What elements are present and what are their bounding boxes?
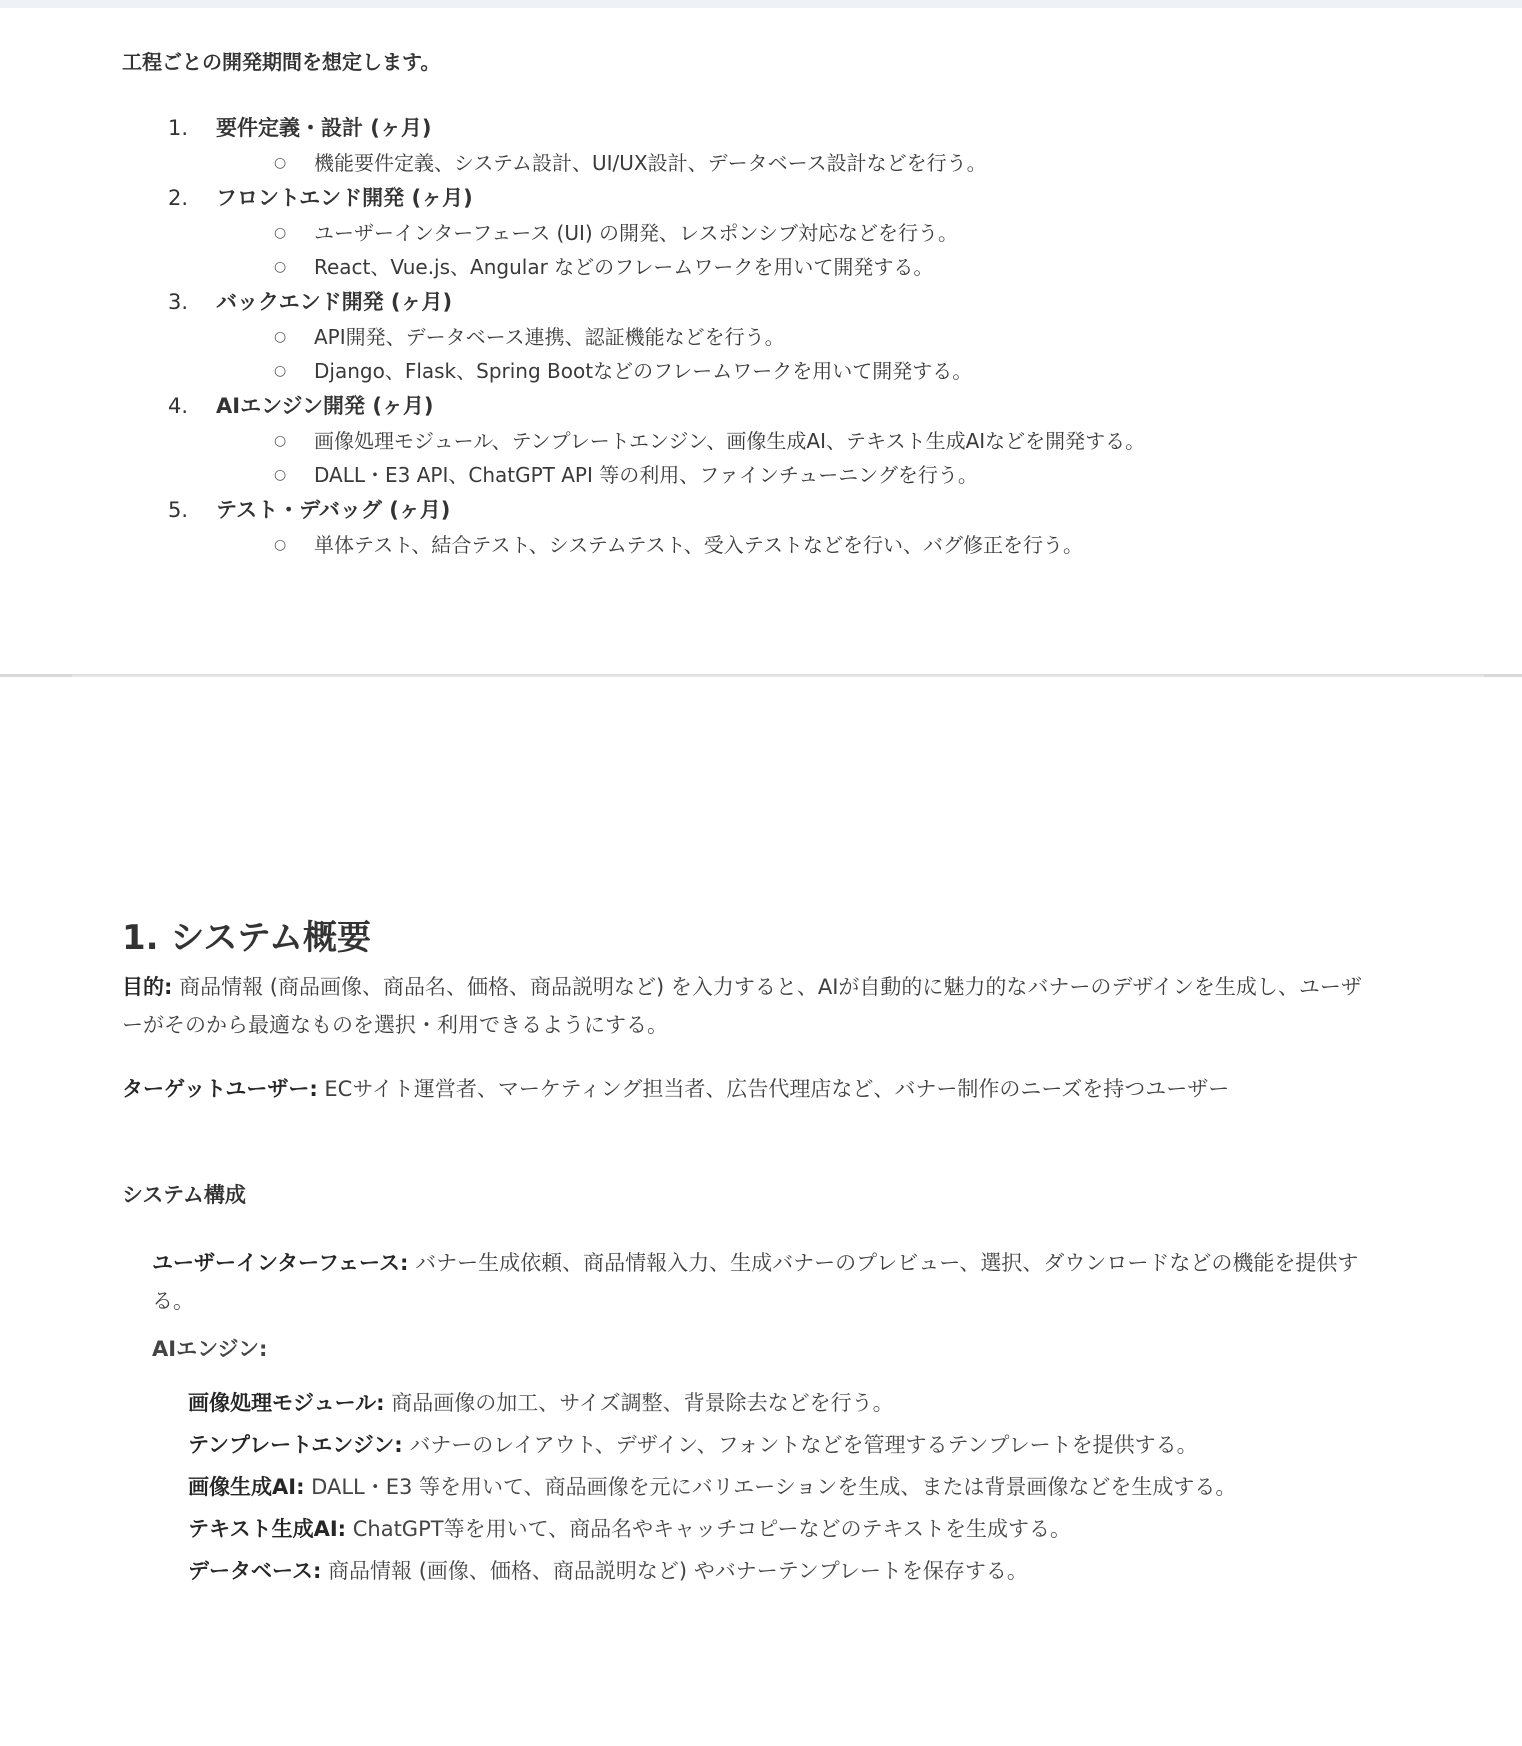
circle-bullet-icon: ○ xyxy=(274,259,287,275)
circle-bullet-icon: ○ xyxy=(274,363,287,379)
phase-item xyxy=(168,110,1388,180)
phase-title: バックエンド開発 (ヶ月) xyxy=(216,290,453,314)
intro-text: 工程ごとの開発期間を想定します。 xyxy=(122,50,441,74)
target-label: ターゲットユーザー: xyxy=(122,1077,318,1101)
phase-details xyxy=(168,146,1388,180)
purpose-text: 商品情報 (商品画像、商品名、価格、商品説明など) を入力すると、AIが自動的に魅力的なバナーのデザインを生成し、ユーザーがそのから最適なものを選択・利用できるようにする。 xyxy=(122,975,1362,1037)
phase-detail: ○ React、Vue.js、Angular などのフレームワークを用いて開発する。 xyxy=(314,250,1388,284)
circle-bullet-icon: ○ xyxy=(274,225,287,241)
phase-title: AIエンジン開発 (ヶ月) xyxy=(216,394,434,418)
ai-engine-item: 画像処理モジュール: 商品画像の加工、サイズ調整、背景除去などを行う。 xyxy=(188,1391,894,1415)
phase-title: テスト・デバッグ (ヶ月) xyxy=(216,498,451,522)
phase-details xyxy=(168,424,1388,492)
circle-bullet-icon: ○ xyxy=(274,329,287,345)
circle-bullet-icon: ○ xyxy=(274,467,287,483)
phase-item xyxy=(168,388,1388,492)
functions-heading: システム構成 xyxy=(122,1183,246,1207)
target-text: ECサイト運営者、マーケティング担当者、広告代理店など、バナー制作のニーズを持つユーザー xyxy=(324,1077,1230,1101)
phase-detail: ○ ユーザーインターフェース (UI) の開発、レスポンシブ対応などを行う。 xyxy=(314,216,1388,250)
phase-item xyxy=(168,180,1388,284)
phase-details xyxy=(168,216,1388,284)
page-break-shadow xyxy=(72,675,1484,677)
purpose-label: 目的: xyxy=(122,975,173,999)
phase-number: 5. xyxy=(168,498,189,522)
phase-item xyxy=(168,492,1388,562)
purpose-paragraph xyxy=(122,968,1382,1044)
circle-bullet-icon: ○ xyxy=(274,155,287,171)
top-toolbar-strip xyxy=(0,0,1522,8)
ai-engine-label: AIエンジン: xyxy=(152,1337,268,1361)
ai-engine-item: データベース: 商品情報 (画像、価格、商品説明など) やバナーテンプレートを保存する。 xyxy=(188,1559,1028,1583)
section-heading: 1. システム概要 xyxy=(122,918,372,958)
document-page-1 xyxy=(0,8,1522,676)
ai-engine-list xyxy=(188,1384,1388,1594)
ai-engine-item: テキスト生成AI: ChatGPT等を用いて、商品名やキャッチコピーなどのテキストを生成する。 xyxy=(188,1517,1072,1541)
ui-label: ユーザーインターフェース: xyxy=(152,1251,409,1275)
phase-list xyxy=(168,110,1388,562)
phase-item xyxy=(168,284,1388,388)
phase-detail: ○ 機能要件定義、システム設計、UI/UX設計、データベース設計などを行う。 xyxy=(314,146,1388,180)
ai-engine-item: 画像生成AI: DALL・E3 等を用いて、商品画像を元にバリエーションを生成、または背景画像などを生成する。 xyxy=(188,1475,1237,1499)
phase-number: 1. xyxy=(168,116,189,140)
phase-title: フロントエンド開発 (ヶ月) xyxy=(216,186,473,210)
phase-detail: ○ Django、Flask、Spring Bootなどのフレームワークを用いて開発する。 xyxy=(314,354,1388,388)
phase-number: 3. xyxy=(168,290,189,314)
phase-title: 要件定義・設計 (ヶ月) xyxy=(216,116,432,140)
phase-detail: ○ 単体テスト、結合テスト、システムテスト、受入テストなどを行い、バグ修正を行う。 xyxy=(314,528,1388,562)
phase-detail: ○ DALL・E3 API、ChatGPT API 等の利用、ファインチューニングを行う。 xyxy=(314,458,1388,492)
ai-engine-item: テンプレートエンジン: バナーのレイアウト、デザイン、フォントなどを管理するテンプレートを提供する。 xyxy=(188,1433,1198,1457)
circle-bullet-icon: ○ xyxy=(274,537,287,553)
target-paragraph xyxy=(122,1070,1382,1108)
circle-bullet-icon: ○ xyxy=(274,433,287,449)
phase-detail: ○ API開発、データベース連携、認証機能などを行う。 xyxy=(314,320,1388,354)
ui-text: バナー生成依頼、商品情報入力、生成バナーのプレビュー、選択、ダウンロードなどの機能を提供する。 xyxy=(152,1251,1359,1313)
phase-number: 4. xyxy=(168,394,189,418)
phase-details xyxy=(168,320,1388,388)
phase-number: 2. xyxy=(168,186,189,210)
phase-detail: ○ 画像処理モジュール、テンプレートエンジン、画像生成AI、テキスト生成AIなどを開発する。 xyxy=(314,424,1388,458)
phase-details xyxy=(168,528,1388,562)
ui-paragraph xyxy=(152,1244,1382,1320)
